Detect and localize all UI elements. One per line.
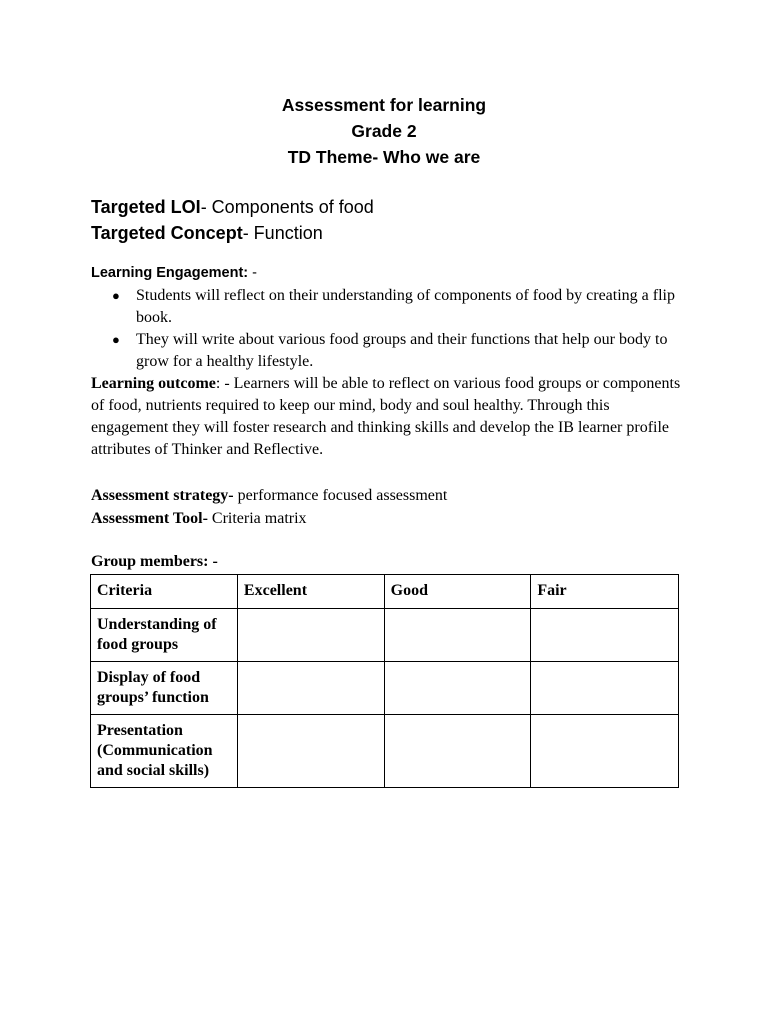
learning-engagement-heading (91, 263, 257, 283)
bullet-text: They will write about various food groups and their functions that help our body to grow for a healthy lifestyle. (136, 331, 668, 370)
title-line-3: TD Theme- Who we are (287, 147, 481, 167)
assessment-strategy-value: performance focused assessment (233, 487, 448, 504)
excellent-cell[interactable] (237, 715, 384, 788)
table-row (91, 662, 679, 715)
criteria-cell: Presentation (Communication and social skills) (91, 715, 238, 788)
targeted-concept (91, 220, 323, 246)
assessment-strategy (91, 484, 447, 507)
targeted-loi-label: Targeted LOI (91, 197, 201, 217)
targeted-loi-value: - Components of food (200, 197, 374, 217)
excellent-cell[interactable] (237, 662, 384, 715)
table-header-row (91, 575, 679, 609)
group-members-label: Group members: - (91, 553, 218, 570)
fair-cell[interactable] (531, 609, 679, 662)
assessment-strategy-label: Assessment strategy- (91, 487, 234, 504)
bullet-icon: ● (112, 288, 120, 303)
criteria-cell: Understanding of food groups (91, 609, 238, 662)
header-criteria: Criteria (91, 575, 238, 609)
title-line-2: Grade 2 (351, 121, 417, 141)
table-row (91, 715, 679, 788)
fair-cell[interactable] (531, 715, 679, 788)
learning-outcome-label: Learning outcome (91, 375, 216, 392)
assessment-tool-label: Assessment Tool- (91, 510, 208, 527)
excellent-cell[interactable] (237, 609, 384, 662)
criteria-cell: Display of food groups’ function (91, 662, 238, 715)
good-cell[interactable] (384, 609, 531, 662)
assessment-block (91, 484, 447, 530)
engagement-bullet-list (91, 285, 681, 373)
learning-outcome-paragraph (91, 373, 683, 461)
targeted-loi (91, 194, 374, 220)
assessment-tool (91, 507, 447, 530)
criteria-matrix-table (90, 574, 679, 788)
document-title-block (0, 92, 768, 170)
assessment-tool-value: Criteria matrix (207, 510, 307, 527)
list-item (91, 285, 681, 329)
header-good: Good (384, 575, 531, 609)
fair-cell[interactable] (531, 662, 679, 715)
table-row (91, 609, 679, 662)
title-line-1: Assessment for learning (281, 95, 487, 115)
header-fair: Fair (531, 575, 679, 609)
good-cell[interactable] (384, 662, 531, 715)
learning-engagement-suffix: - (248, 265, 257, 281)
list-item (91, 329, 681, 373)
learning-outcome-text: : - Learners will be able to reflect on various food groups or components of food, nutrients required to keep our mind, body and soul healthy. Through this engagement they will foster research and thinking skills and develop the IB learner profile attributes of Thinker and Reflective. (91, 375, 681, 458)
bullet-icon: ● (112, 332, 120, 347)
good-cell[interactable] (384, 715, 531, 788)
learning-engagement-label: Learning Engagement: (91, 265, 249, 281)
targeted-concept-label: Targeted Concept (91, 223, 243, 243)
header-excellent: Excellent (237, 575, 384, 609)
bullet-text: Students will reflect on their understanding of components of food by creating a flip book. (136, 287, 675, 326)
targeted-concept-value: - Function (242, 223, 323, 243)
